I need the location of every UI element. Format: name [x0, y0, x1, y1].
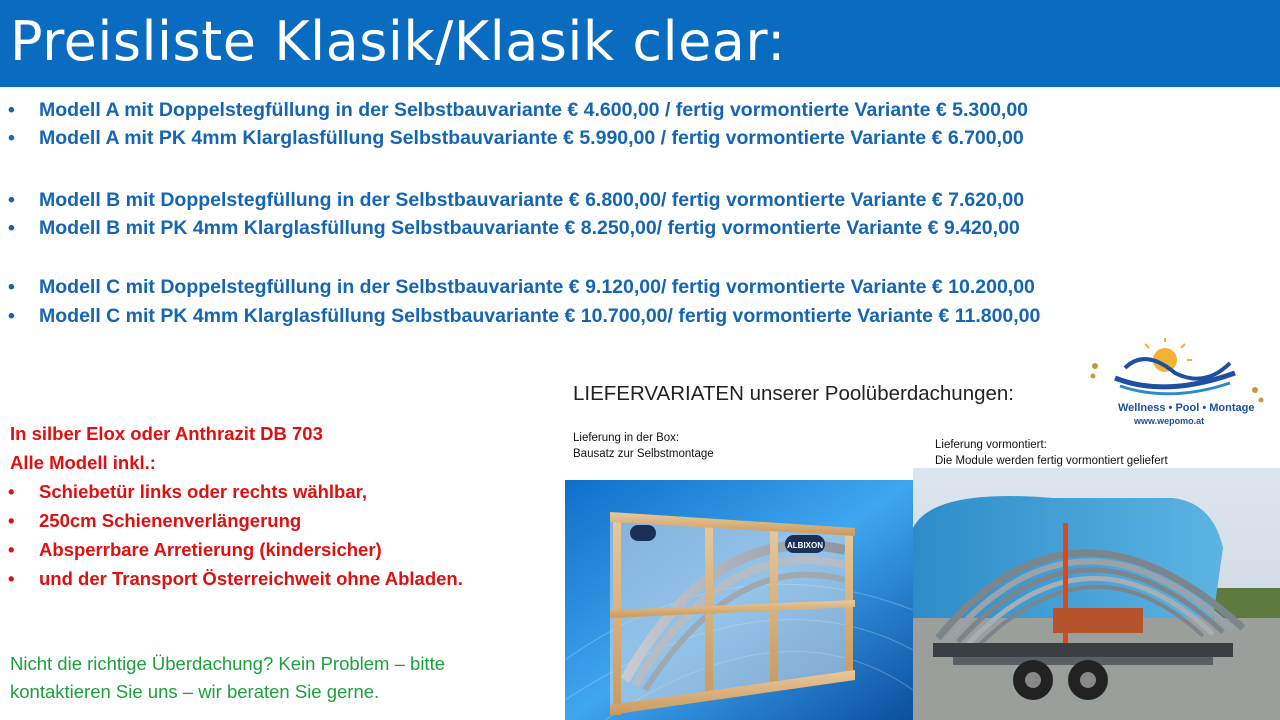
included-heading: Alle Modell inkl.:: [10, 452, 156, 473]
price-text: Modell C mit Doppelstegfüllung in der Selbstbauvariante € 9.120,00/ fertig vormontierte Variante € 10.200,00: [39, 276, 1035, 298]
box-caption-line: Lieferung in der Box:: [573, 432, 680, 444]
page-title: Preisliste Klasik/Klasik clear:: [10, 10, 786, 73]
price-text: Modell A mit Doppelstegfüllung in der Selbstbauvariante € 4.600,00 / fertig vormontierte Variante € 5.300,00: [39, 99, 1029, 121]
contact-line: Nicht die richtige Überdachung? Kein Problem – bitte: [10, 653, 445, 674]
title-bar: [0, 0, 1280, 87]
box-caption-line: Bausatz zur Selbstmontage: [573, 448, 714, 460]
feature-text: und der Transport Österreichweit ohne Abladen.: [39, 568, 463, 589]
box-brand-label: ALBIXON: [787, 541, 823, 550]
contact-line: kontaktieren Sie uns – wir beraten Sie gerne.: [10, 681, 380, 702]
delivery-title: LIEFERVARIATEN unserer Poolüberdachungen:: [573, 382, 1014, 405]
box-delivery-image: [565, 480, 913, 720]
price-text: Modell A mit PK 4mm Klarglasfüllung Selbstbauvariante € 5.990,00 / fertig vormontierte Variante € 6.700,00: [39, 127, 1024, 149]
price-text: Modell C mit PK 4mm Klarglasfüllung Selbstbauvariante € 10.700,00/ fertig vormontierte Variante € 11.800,00: [39, 305, 1041, 327]
bullet: •: [8, 305, 15, 327]
bullet: •: [8, 276, 15, 298]
logo-url: www.wepomo.at: [1134, 416, 1205, 426]
bullet: •: [8, 568, 15, 589]
bullet: •: [8, 189, 15, 211]
bullet: •: [8, 127, 15, 149]
premounted-caption: [935, 437, 1168, 469]
logo-name: Wellness • Pool • Montage: [1118, 402, 1255, 414]
feature-text: Schiebetür links oder rechts wählbar,: [39, 481, 367, 502]
contact-note: [10, 650, 445, 706]
trailer-illustration: [913, 468, 1280, 720]
box-delivery-illustration: [565, 480, 913, 720]
color-options: In silber Elox oder Anthrazit DB 703: [10, 423, 323, 444]
feature-text: Absperrbare Arretierung (kindersicher): [39, 539, 382, 560]
bullet: •: [8, 481, 15, 502]
bullet: •: [8, 217, 15, 239]
premounted-caption-line: Lieferung vormontiert:: [935, 439, 1047, 451]
premounted-delivery-image: [913, 468, 1280, 720]
feature-text: 250cm Schienenverlängerung: [39, 510, 302, 531]
price-text: Modell B mit PK 4mm Klarglasfüllung Selbstbauvariante € 8.250,00/ fertig vormontierte Variante € 9.420,00: [39, 217, 1020, 239]
bullet: •: [8, 510, 15, 531]
price-text: Modell B mit Doppelstegfüllung in der Selbstbauvariante € 6.800,00/ fertig vormontierte Variante € 7.620,00: [39, 189, 1025, 211]
bullet: •: [8, 99, 15, 121]
premounted-caption-line: Die Module werden fertig vormontiert geliefert: [935, 455, 1168, 467]
bullet: •: [8, 539, 15, 560]
box-caption: [573, 430, 714, 462]
